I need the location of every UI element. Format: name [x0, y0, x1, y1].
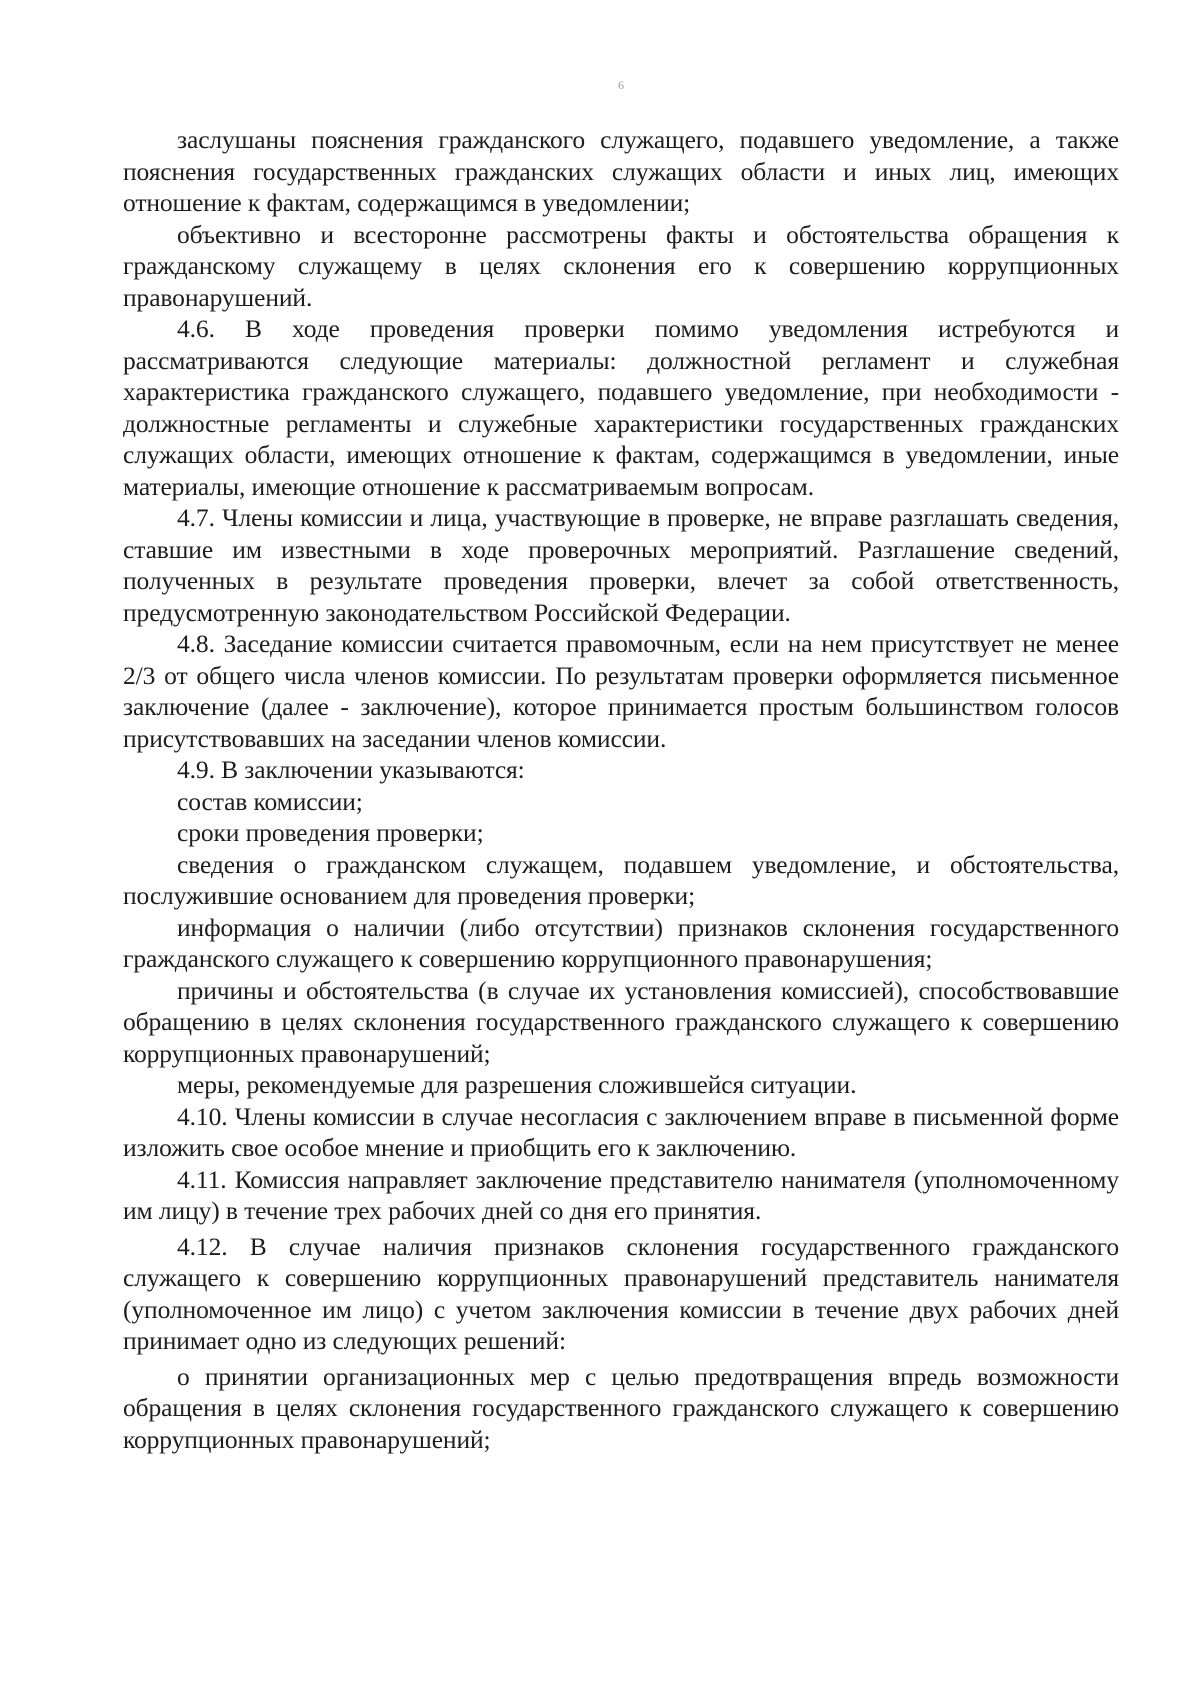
- paragraph: сроки проведения проверки;: [177, 818, 484, 847]
- paragraph: состав комиссии;: [177, 786, 363, 816]
- paragraph: меры, рекомендуемые для разрешения сложившейся ситуации.: [177, 1070, 857, 1099]
- paragraph: объективно и всесторонне рассмотрены факты и обстоятельства обращения к гражданскому служащему в целях склонения его к совершению коррупционных правонарушений.: [123, 219, 1119, 312]
- paragraph: 4.10. Члены комиссии в случае несогласия с заключением вправе в письменной форме изложить свое особое мнение и приобщить его к заключению.: [123, 1101, 1119, 1162]
- paragraph: заслушаны пояснения гражданского служащего, подавшего уведомление, а также пояснения государственных гражданских служащих области и иных лиц, имеющих отношение к фактам, содержащимся в уведомлении;: [123, 125, 1119, 217]
- paragraph: 4.11. Комиссия направляет заключение представителю нанимателя (уполномоченному им лицу) в течение трех рабочих дней со дня его принятия.: [123, 1164, 1119, 1225]
- paragraph: о принятии организационных мер с целью предотвращения впредь возможности обращения в целях склонения государственного гражданского служащего к совершению коррупционных правонарушений;: [123, 1361, 1119, 1454]
- paragraph: 4.7. Члены комиссии и лица, участвующие в проверке, не вправе разглашать сведения, ставшие им известными в ходе проверочных мероприятий. Разглашение сведений, полученных в результате проведения проверки, влечет за собой ответственность, предусмотренную законодательством Российской Федерации.: [123, 503, 1119, 627]
- paragraph: 4.9. В заключении указываются:: [177, 755, 525, 784]
- paragraph: 4.8. Заседание комиссии считается правомочным, если на нем присутствует не менее 2/3 от общего числа членов комиссии. По результатам проверки оформляется письменное заключение (далее - заключение), которое принимается простым большинством голосов присутствовавших на заседании членов комиссии.: [123, 629, 1119, 753]
- paragraph: причины и обстоятельства (в случае их установления комиссией), способствовавшие обращению в целях склонения государственного гражданского служащего к совершению коррупционных правонарушений;: [123, 975, 1119, 1068]
- paragraph: 4.6. В ходе проведения проверки помимо уведомления истребуются и рассматриваются следующие материалы: должностной регламент и служебная характеристика гражданского служащего, подавшего уведомление, при необходимости - должностные регламенты и служебные характеристики государственных гражданских служащих области, имеющих отношение к фактам, содержащимся в уведомлении, иные материалы, имеющие отношение к рассматриваемым вопросам.: [123, 314, 1119, 501]
- paragraph: информация о наличии (либо отсутствии) признаков склонения государственного гражданского служащего к совершению коррупционного правонарушения;: [123, 912, 1119, 973]
- page-number: 6: [618, 78, 624, 92]
- body-text: [123, 124, 1119, 1455]
- paragraph: 4.12. В случае наличия признаков склонения государственного гражданского служащего к совершению коррупционных правонарушений представитель нанимателя (уполномоченное им лицо) с учетом заключения комиссии в течение двух рабочих дней принимает одно из следующих решений:: [123, 1231, 1119, 1355]
- paragraph: сведения о гражданском служащем, подавшем уведомление, и обстоятельства, послужившие основанием для проведения проверки;: [123, 849, 1119, 910]
